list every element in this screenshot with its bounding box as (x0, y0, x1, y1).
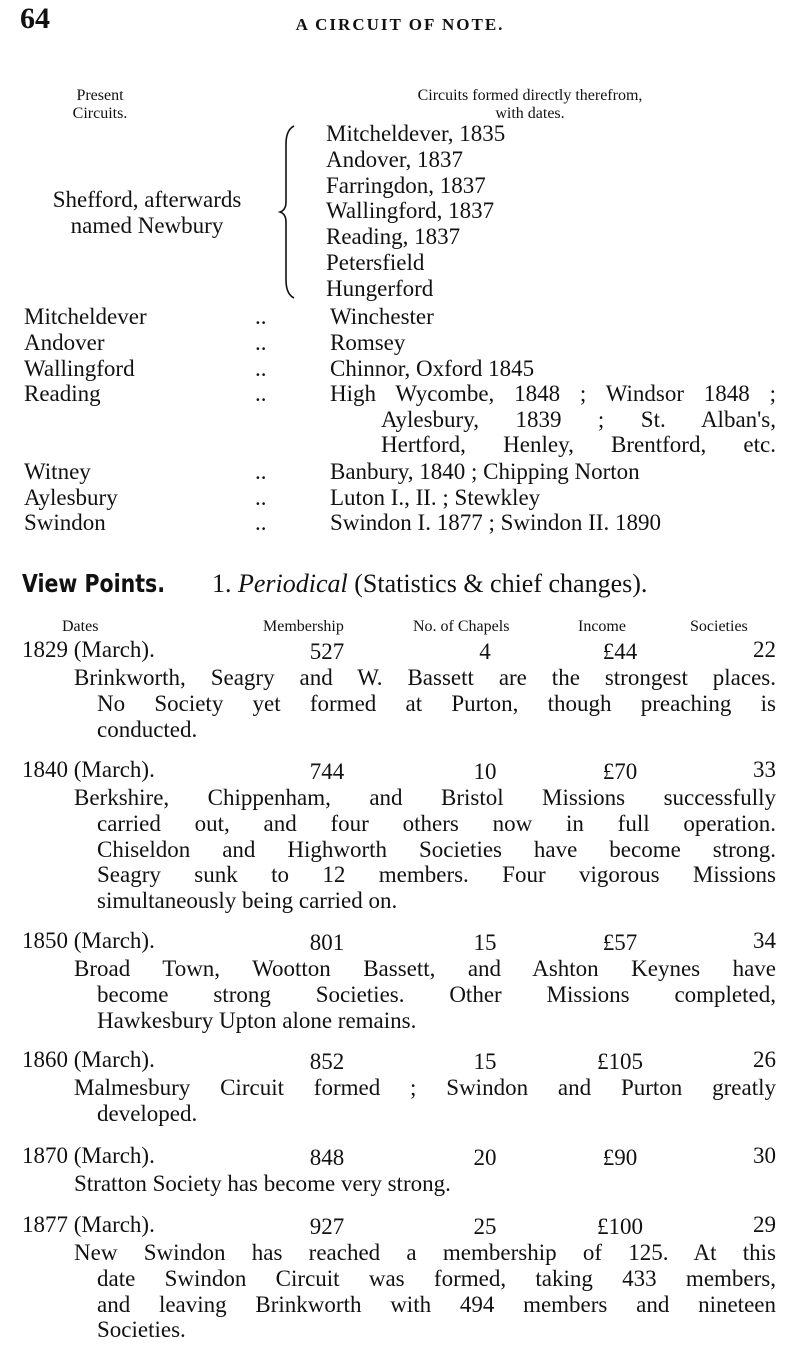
present-circuit: Reading (24, 381, 101, 406)
entry-membership: 801 (309, 930, 345, 955)
circuit-name-line: named Newbury (70, 213, 224, 238)
subtitle-italic: Periodical (238, 569, 348, 598)
entry-note-line: simultaneously being carried on. (97, 888, 398, 914)
formed-circuit: Luton I., II. ; Stewkley (330, 485, 541, 510)
entry-membership: 527 (309, 639, 345, 664)
col-header-line: with dates. (495, 105, 565, 122)
entry-chapels: 25 (473, 1214, 497, 1239)
present-circuit: Witney (24, 459, 91, 484)
shefford-formed-list (326, 121, 505, 302)
col-header-formed (330, 87, 730, 123)
formed-circuit: Andover, 1837 (326, 146, 464, 172)
entry-note-line: become strong Societies. Other Missions completed, (97, 981, 776, 1007)
entry-note-line: Chiseldon and Highworth Societies have become strong. (97, 836, 776, 862)
entry-note-line: Malmesbury Circuit formed ; Swindon and Purton greatly (74, 1075, 776, 1100)
entry-chapels: 20 (473, 1145, 497, 1170)
entry-societies: 34 (753, 928, 776, 953)
subtitle-rest: (Statistics & chief changes). (354, 569, 648, 598)
entry-note-line: Hawkesbury Upton alone remains. (97, 1007, 417, 1033)
section-number: 1. (212, 569, 232, 598)
col-header-income: Income (578, 618, 626, 635)
entry-date: 1850 (March). (22, 928, 155, 953)
leader-dots: .. (255, 381, 267, 406)
entry-date: 1860 (March). (22, 1047, 155, 1072)
entry-membership: 848 (309, 1145, 345, 1170)
entry-societies: 29 (753, 1212, 776, 1237)
entry-chapels: 4 (479, 639, 491, 664)
entry-membership: 852 (309, 1049, 345, 1074)
entry-societies: 26 (753, 1047, 776, 1072)
formed-circuit: Romsey (330, 330, 406, 355)
entry-note-line: Stratton Society has become very strong. (74, 1171, 451, 1196)
present-circuit: Aylesbury (24, 485, 118, 510)
entry-income: £70 (602, 759, 638, 784)
col-header-chapels: No. of Chapels (413, 618, 510, 635)
entry-chapels: 15 (473, 930, 497, 955)
page-number: 64 (20, 2, 50, 35)
entry-date: 1829 (March). (22, 637, 155, 662)
formed-circuit: Hungerford (326, 275, 434, 301)
entry-note-line: and leaving Brinkworth with 494 members and nineteen (97, 1291, 776, 1317)
entry-note-line: carried out, and four others now in full operation. (97, 810, 776, 836)
col-header-societies: Societies (690, 618, 748, 635)
leader-dots: .. (255, 304, 267, 329)
entry-societies: 30 (753, 1143, 776, 1168)
entry-note-line: Societies. (97, 1317, 186, 1343)
present-circuit: Andover (24, 330, 105, 355)
entry-income: £90 (602, 1145, 638, 1170)
col-header-membership: Membership (263, 618, 344, 635)
entry-societies: 22 (753, 637, 776, 662)
col-header-present (50, 87, 150, 123)
formed-circuit: Banbury, 1840 ; Chipping Norton (330, 459, 640, 484)
shefford-circuit (24, 187, 270, 239)
leader-dots: .. (255, 356, 267, 381)
formed-circuit: Reading, 1837 (326, 224, 461, 250)
col-header-line: Circuits formed directly therefrom, (417, 87, 643, 104)
section-subtitle (212, 571, 647, 597)
formed-circuit: Hertford, Henley, Brentford, etc. (381, 432, 776, 458)
formed-circuit: Chinnor, Oxford 1845 (330, 356, 535, 381)
entry-note-line: Seagry sunk to 12 members. Four vigorous Missions (97, 862, 776, 888)
leader-dots: .. (255, 485, 267, 510)
entry-income: £44 (602, 639, 638, 664)
formed-circuit: Wallingford, 1837 (326, 198, 495, 224)
entry-note-line: Brinkworth, Seagry and W. Bassett are the strongest places. (74, 665, 776, 690)
entry-membership: 927 (309, 1214, 345, 1239)
leader-dots: .. (255, 330, 267, 355)
formed-circuit: Swindon I. 1877 ; Swindon II. 1890 (330, 510, 661, 535)
entry-chapels: 10 (473, 759, 497, 784)
formed-circuit: Mitcheldever, 1835 (326, 121, 506, 146)
formed-circuit: High Wycombe, 1848 ; Windsor 1848 ; (330, 381, 776, 406)
present-circuit: Swindon (24, 510, 106, 535)
entry-chapels: 15 (473, 1049, 497, 1074)
entry-income: £100 (597, 1214, 643, 1239)
leader-dots: .. (255, 459, 267, 484)
present-circuit: Wallingford (24, 356, 135, 381)
formed-circuit: Farringdon, 1837 (326, 172, 486, 198)
entry-note-line: conducted. (97, 716, 198, 742)
circuit-name-line: Shefford, afterwards (52, 187, 242, 212)
entry-note-line: developed. (97, 1100, 198, 1126)
entry-date: 1877 (March). (22, 1212, 155, 1237)
entry-membership: 744 (309, 759, 345, 784)
formed-circuit: Petersfield (326, 249, 425, 275)
section-heading: View Points. (22, 569, 166, 598)
entry-date: 1870 (March). (22, 1143, 155, 1168)
col-header-dates: Dates (62, 618, 99, 635)
brace-icon (278, 124, 300, 300)
entry-date: 1840 (March). (22, 757, 155, 782)
entry-note-line: Broad Town, Wootton Bassett, and Ashton Keynes have (74, 956, 776, 981)
leader-dots: .. (255, 510, 267, 535)
entry-income: £105 (597, 1049, 643, 1074)
entry-income: £57 (602, 930, 638, 955)
entry-societies: 33 (753, 757, 776, 782)
running-title: A CIRCUIT OF NOTE. (295, 15, 505, 34)
present-circuit: Mitcheldever (24, 304, 147, 329)
col-header-line: Present (76, 87, 124, 104)
entry-note-line: No Society yet formed at Purton, though preaching is (97, 690, 776, 716)
col-header-line: Circuits. (72, 105, 128, 122)
formed-circuit: Winchester (330, 304, 434, 329)
entry-note-line: date Swindon Circuit was formed, taking 433 members, (97, 1265, 776, 1291)
entry-note-line: Berkshire, Chippenham, and Bristol Missions successfully (74, 785, 776, 810)
entry-note-line: New Swindon has reached a membership of 125. At this (74, 1240, 776, 1265)
formed-circuit: Aylesbury, 1839 ; St. Alban's, (381, 406, 776, 432)
